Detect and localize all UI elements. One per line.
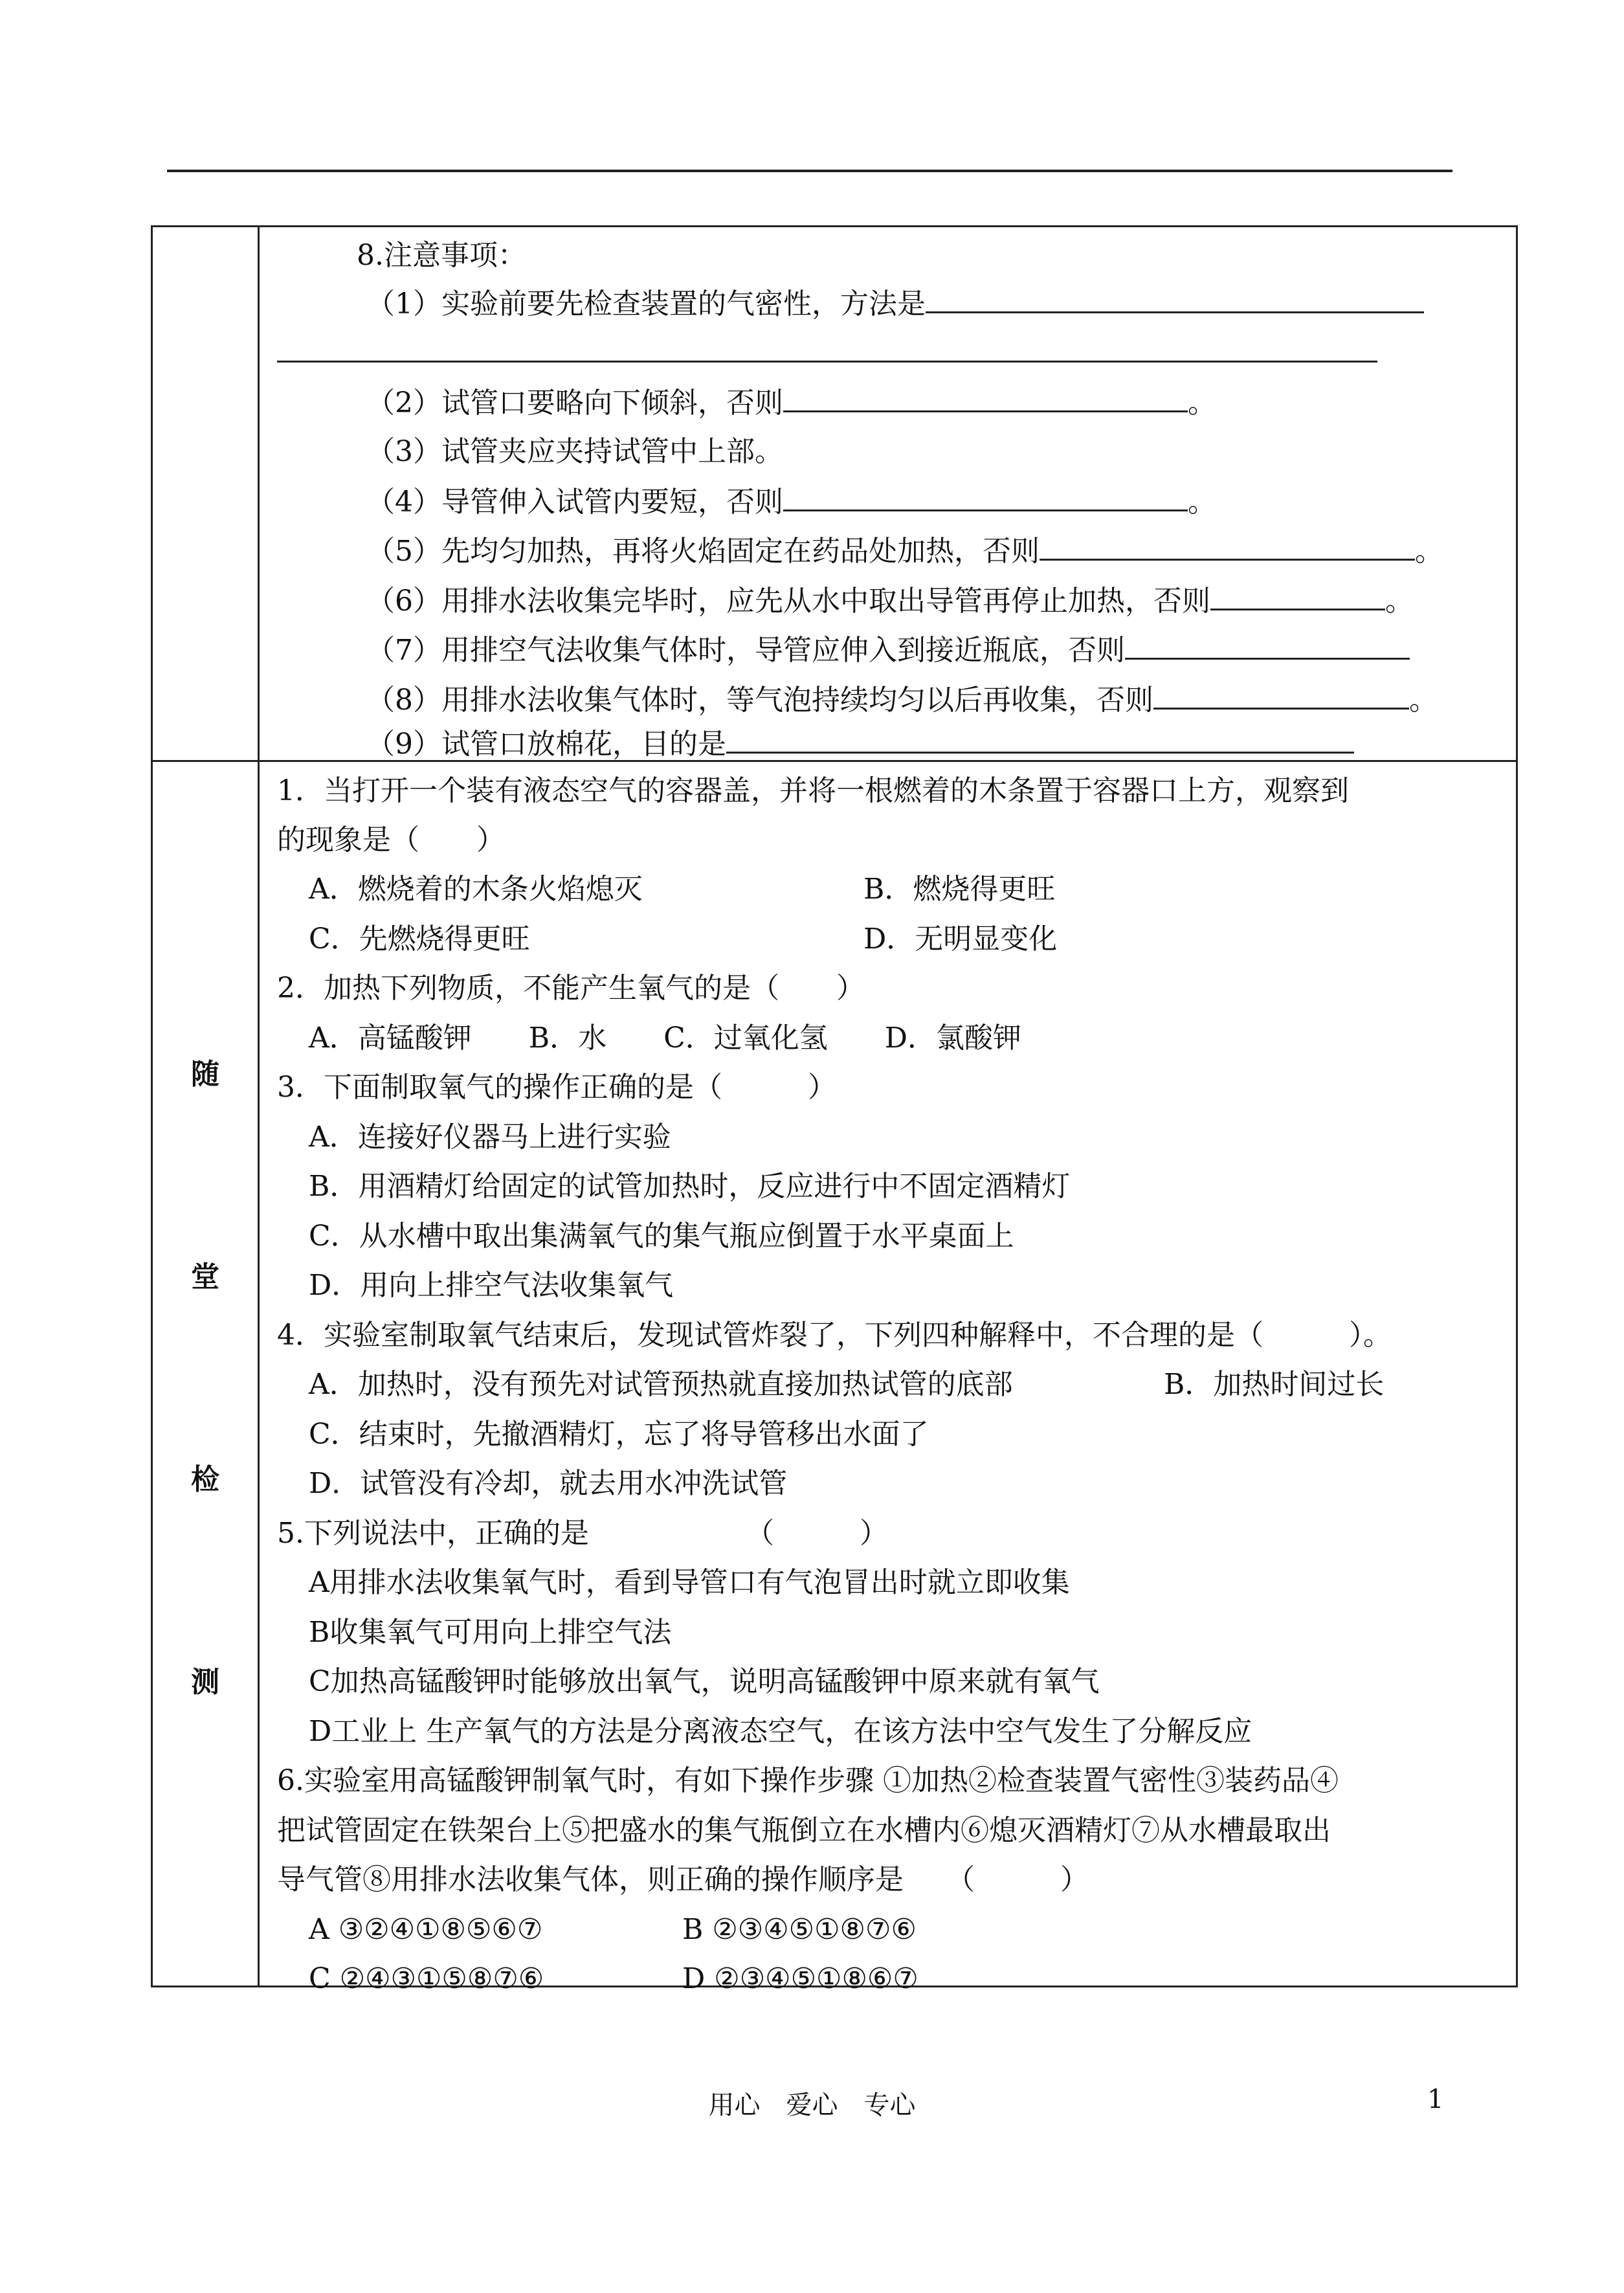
note-item [366,385,1216,421]
q2-stem: 2．加热下列物质，不能产生氧气的是（ ） [277,972,865,1005]
answer-blank[interactable] [1040,533,1415,561]
section-label-char: 随 [191,1058,219,1091]
answer-blank[interactable] [1125,632,1410,660]
note-item [366,583,1414,620]
answer-blank[interactable] [783,484,1188,511]
note-item [366,484,1216,520]
q6-option-b[interactable]: B ②③④⑤①⑧⑦⑥ [682,1913,917,1946]
q3-option-b[interactable]: B．用酒精灯给固定的试管加热时，反应进行中不固定酒精灯 [309,1170,1071,1203]
answer-blank[interactable] [1153,682,1409,710]
note-item [366,632,1410,669]
section-label-char: 检 [191,1463,219,1496]
q6-option-c[interactable]: C ②④③①⑤⑧⑦⑥ [309,1962,544,1995]
q6-option-d[interactable]: D ②③④⑤①⑧⑥⑦ [682,1962,918,1995]
answer-blank[interactable] [926,285,1424,313]
answer-blank[interactable] [1210,583,1385,610]
q6-stem-cont: 导气管⑧用排水法收集气体，则正确的操作顺序是 （ ） [277,1863,1089,1896]
note-item [366,682,1438,719]
note-text: （1）实验前要先检查装置的气密性，方法是 [366,287,926,320]
note-item-continuation [277,335,1377,372]
q1-stem-cont: 的现象是（ ） [277,823,505,856]
notes-title: 8.注意事项： [357,239,526,272]
note-text: （5）先均匀加热，再将火焰固定在药品处加热，否则 [366,535,1040,568]
note-item: （3）试管夹应夹持试管中上部。 [366,435,783,468]
q6-stem: 6.实验室用高锰酸钾制氧气时，有如下操作步骤 ①加热②检查装置气密性③装药品④ [277,1764,1339,1797]
answer-blank[interactable] [277,335,1377,363]
q6-stem-cont: 把试管固定在铁架台上⑤把盛水的集气瓶倒立在水槽内⑥熄灭酒精灯⑦从水槽最取出 [277,1814,1331,1847]
section-label-char: 堂 [191,1260,219,1293]
q5-option-a[interactable]: A用排水法收集氧气时，看到导管口有气泡冒出时就立即收集 [309,1566,1070,1599]
answer-blank[interactable] [783,385,1188,412]
note-item [366,726,1354,763]
q4-stem: 4．实验室制取氧气结束后，发现试管炸裂了，下列四种解释中，不合理的是（ ）。 [277,1319,1392,1352]
q3-stem: 3．下面制取氧气的操作正确的是（ ） [277,1071,836,1104]
q4-option-d[interactable]: D．试管没有冷却，就去用水冲洗试管 [309,1467,788,1500]
note-item [366,285,1424,322]
q1-option-b[interactable]: B．燃烧得更旺 [863,873,1056,906]
q1-option-c[interactable]: C．先燃烧得更旺 [309,923,530,956]
note-text: （2）试管口要略向下倾斜，否则 [366,386,783,419]
note-period: 。 [1188,486,1216,519]
q3-option-c[interactable]: C．从水槽中取出集满氧气的集气瓶应倒置于水平桌面上 [309,1220,1014,1253]
q6-option-a[interactable]: A ③②④①⑧⑤⑥⑦ [309,1913,543,1946]
q3-option-a[interactable]: A．连接好仪器马上进行实验 [309,1121,671,1154]
q4-option-a[interactable]: A．加热时，没有预先对试管预热就直接加热试管的底部 [309,1368,1013,1401]
q3-option-d[interactable]: D．用向上排空气法收集氧气 [309,1269,674,1302]
q4-option-c[interactable]: C．结束时，先撤酒精灯，忘了将导管移出水面了 [309,1418,929,1451]
column-divider [258,227,260,1985]
note-text: （4）导管伸入试管内要短，否则 [366,486,783,519]
note-text: （6）用排水法收集完毕时，应先从水中取出导管再停止加热，否则 [366,585,1210,618]
q5-stem: 5.下列说法中，正确的是 （ ） [277,1517,888,1550]
note-period: 。 [1415,535,1443,568]
note-period: 。 [1188,386,1216,419]
section-label-char: 测 [191,1666,219,1699]
page-number: 1 [1427,2085,1444,2114]
q4-option-b[interactable]: B．加热时间过长 [1164,1368,1385,1401]
note-text: （7）用排空气法收集气体时，导管应伸入到接近瓶底，否则 [366,634,1125,667]
q5-option-b[interactable]: B收集氧气可用向上排空气法 [309,1616,672,1649]
q1-option-a[interactable]: A．燃烧着的木条火焰熄灭 [309,873,643,906]
q1-stem: 1．当打开一个装有液态空气的容器盖，并将一根燃着的木条置于容器口上方，观察到 [277,774,1349,807]
note-text: （9）试管口放棉花，目的是 [366,728,726,761]
answer-blank[interactable] [726,726,1354,754]
footer-motto: 用心 爱心 专心 [708,2090,916,2120]
worksheet-table [151,225,1518,1995]
q5-option-d[interactable]: D工业上 生产氧气的方法是分离液态空气，在该方法中空气发生了分解反应 [309,1715,1252,1748]
q5-option-c[interactable]: C加热高锰酸钾时能够放出氧气，说明高锰酸钾中原来就有氧气 [309,1665,1100,1698]
q1-option-d[interactable]: D．无明显变化 [863,923,1058,956]
header-rule [167,170,1452,172]
note-period: 。 [1409,684,1438,717]
note-text: （8）用排水法收集气体时，等气泡持续均匀以后再收集，否则 [366,684,1153,717]
note-item [366,533,1443,570]
q2-options[interactable]: A．高锰酸钾 B．水 C．过氧化氢 D．氯酸钾 [309,1022,1022,1055]
note-period: 。 [1385,585,1414,618]
